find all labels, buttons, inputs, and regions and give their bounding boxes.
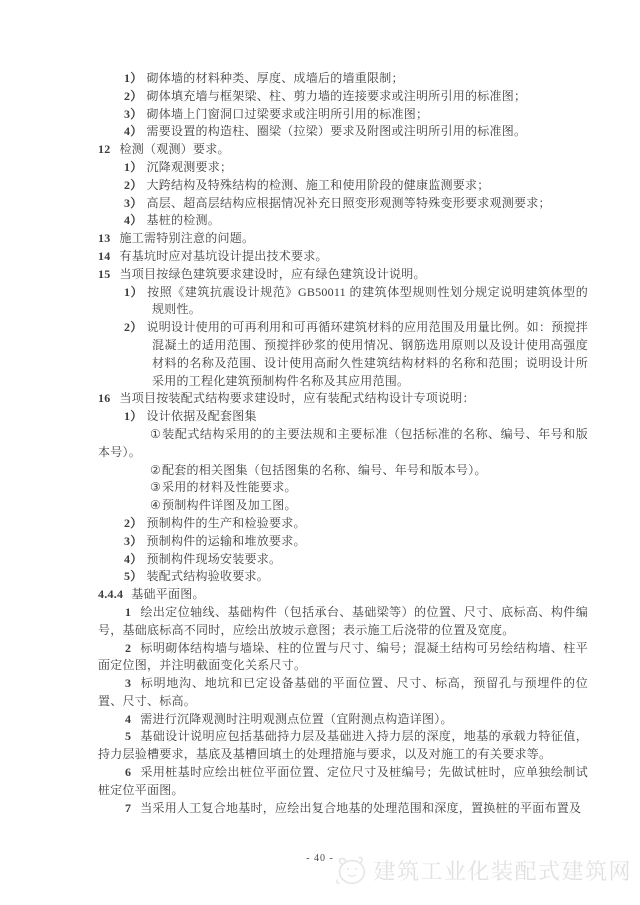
item-text: 砌体填充墙与框架梁、柱、剪力墙的连接要求或注明所引用的标准图； — [146, 88, 527, 103]
list-item — [98, 284, 588, 320]
list-item — [98, 515, 588, 533]
item-text: 基桩的检测。 — [146, 213, 221, 228]
item-text: 砌体墙的材料种类、厚度、成墙后的墙重限制； — [146, 71, 404, 85]
item-number: 5 — [125, 729, 132, 744]
item-number: 7 — [125, 800, 132, 815]
list-item — [98, 88, 588, 106]
circled-list-item — [150, 479, 588, 497]
item-text: 当项目按绿色建筑要求建设时，应有绿色建筑设计说明。 — [119, 266, 426, 281]
list-item — [98, 319, 588, 390]
item-number: 2） — [124, 177, 143, 192]
numbered-paragraph — [98, 711, 588, 729]
item-text: 说明设计使用的可再利用和可再循环建筑材料的应用范围及用量比例。如：预搅拌混凝土的适用范围、预搅拌砂浆的使用情况、钢筋选用原则以及设计使用高强度材料的名称及范围、设计使用高耐久性建筑结构材料的名称和范围；说明设计所采用的工程化建筑预制构件名称及其应用范围。 — [146, 320, 588, 388]
list-item — [98, 70, 588, 88]
item-number: 2） — [124, 515, 143, 530]
section-heading — [98, 586, 588, 604]
document-body — [98, 70, 588, 817]
numbered-paragraph — [98, 604, 588, 640]
list-item — [98, 568, 588, 586]
item-text: 采用的材料及性能要求。 — [162, 480, 297, 495]
item-text: 设计依据及配套图集 — [146, 409, 257, 424]
section-title: 基础平面图。 — [131, 587, 205, 602]
item-number: 1 — [125, 604, 132, 619]
item-number: 4） — [124, 551, 143, 566]
item-number: 1） — [124, 159, 143, 174]
circled-list-item — [150, 497, 588, 515]
list-item — [98, 551, 588, 569]
item-number: 1） — [124, 284, 144, 299]
item-number: ② — [150, 462, 162, 477]
list-item — [98, 106, 588, 124]
item-number: 12 — [98, 142, 111, 157]
item-number: 5） — [124, 569, 143, 584]
numbered-paragraph — [98, 764, 588, 800]
numbered-paragraph — [98, 640, 588, 676]
page-number: - 40 - — [306, 853, 334, 864]
list-item — [98, 123, 588, 141]
clause-item — [98, 248, 588, 266]
item-number: 4 — [125, 711, 132, 726]
list-item — [98, 177, 588, 195]
item-number: 2） — [124, 88, 143, 103]
clause-item — [98, 266, 588, 284]
clause-item — [98, 141, 588, 159]
item-text: 有基坑时应对基坑设计提出技术要求。 — [119, 248, 328, 263]
item-text: 预制构件的运输和堆放要求。 — [146, 533, 306, 548]
item-text: 当项目按装配式结构要求建设时，应有装配式结构设计专项说明： — [119, 391, 475, 406]
item-number: 3） — [124, 195, 143, 210]
item-number: 16 — [98, 391, 111, 406]
numbered-paragraph — [98, 728, 588, 764]
item-number: 6 — [125, 765, 132, 780]
item-text: 标明砌体结构墙与墙垛、柱的位置与尺寸、编号；混凝土结构可另绘结构墙、柱平面定位图，并注明截面变化关系尺寸。 — [98, 640, 588, 673]
section-number: 4.4.4 — [98, 587, 124, 602]
list-item — [98, 195, 588, 213]
item-text: 施工需特别注意的问题。 — [119, 231, 255, 246]
clause-item — [98, 390, 588, 408]
item-number: 4） — [124, 213, 143, 228]
item-number: 14 — [98, 248, 111, 263]
item-text: 装配式结构采用的的主要法规和主要标准（包括标准的名称、编号、年号和版本号）。 — [98, 426, 588, 459]
numbered-paragraph — [98, 675, 588, 711]
item-text: 绘出定位轴线、基础构件（包括承台、基础梁等）的位置、尺寸、底标高、构件编号，基础底标高不同时，应绘出放坡示意图；表示施工后浇带的位置及宽度。 — [98, 604, 588, 637]
item-number: 3 — [125, 676, 132, 691]
item-text: 砌体墙上门窗洞口过梁要求或注明所引用的标准图； — [146, 106, 429, 121]
item-number: 1） — [124, 71, 143, 85]
clause-item — [98, 230, 588, 248]
item-number: 3） — [124, 533, 143, 548]
list-item — [98, 533, 588, 551]
item-text: 采用桩基时应绘出桩位平面位置、定位尺寸及桩编号；先做试桩时，应单独绘制试桩定位平面图。 — [98, 765, 588, 797]
item-text: 标明地沟、地坑和已定设备基础的平面位置、尺寸、标高，预留孔与预埋件的位置、尺寸、标高。 — [98, 676, 588, 708]
item-number: 1） — [124, 409, 143, 424]
list-item — [98, 408, 588, 426]
item-number: ③ — [150, 480, 162, 495]
watermark-text: 建筑工业化装配式建筑网 — [373, 858, 632, 884]
item-text: 预制构件详图及加工图。 — [162, 498, 297, 513]
item-text: 当采用人工复合地基时，应绘出复合地基的处理范围和深度，置换桩的平面布置及 — [140, 800, 582, 815]
numbered-paragraph — [98, 800, 588, 818]
mascot-logo-icon — [332, 851, 370, 889]
item-text: 装配式结构验收要求。 — [146, 569, 270, 584]
item-text: 基础设计说明应包括基础持力层及基础进入持力层的深度，地基的承载力特征值，持力层验槽要求，基底及基槽回填土的处理措施与要求，以及对施工的有关要求等。 — [98, 729, 588, 762]
item-text: 高层、超高层结构应根据情况补充日照变形观测等特殊变形要求观测要求； — [146, 195, 551, 210]
item-number: 2 — [125, 640, 132, 655]
item-number: 15 — [98, 266, 111, 281]
item-number: 2） — [124, 320, 143, 335]
item-text: 配套的相关图集（包括图集的名称、编号、年号和版本号）。 — [162, 462, 487, 477]
item-text: 大跨结构及特殊结构的检测、施工和使用阶段的健康监测要求； — [146, 177, 490, 192]
circled-list-item — [150, 462, 588, 480]
item-number: 3） — [124, 106, 143, 121]
item-text: 预制构件现场安装要求。 — [146, 551, 282, 566]
circled-list-item — [98, 426, 588, 462]
item-number: 4） — [124, 124, 143, 139]
item-text: 检测（观测）要求。 — [119, 142, 230, 157]
list-item — [98, 212, 588, 230]
watermark — [332, 851, 632, 889]
item-text: 沉降观测要求； — [146, 159, 233, 174]
item-text: 预制构件的生产和检验要求。 — [146, 515, 306, 530]
item-text: 按照《建筑抗震设计规范》GB50011 的建筑体型规则性划分规定说明建筑体型的规则性。 — [147, 284, 588, 317]
item-number: ① — [150, 426, 162, 441]
item-number: 13 — [98, 231, 111, 246]
item-number: ④ — [150, 498, 162, 513]
item-text: 需要设置的构造柱、圈梁（拉梁）要求及附图或注明所引用的标准图。 — [146, 124, 527, 139]
list-item — [98, 159, 588, 177]
item-text: 需进行沉降观测时注明观测点位置（宜附测点构造详图）。 — [140, 711, 453, 726]
